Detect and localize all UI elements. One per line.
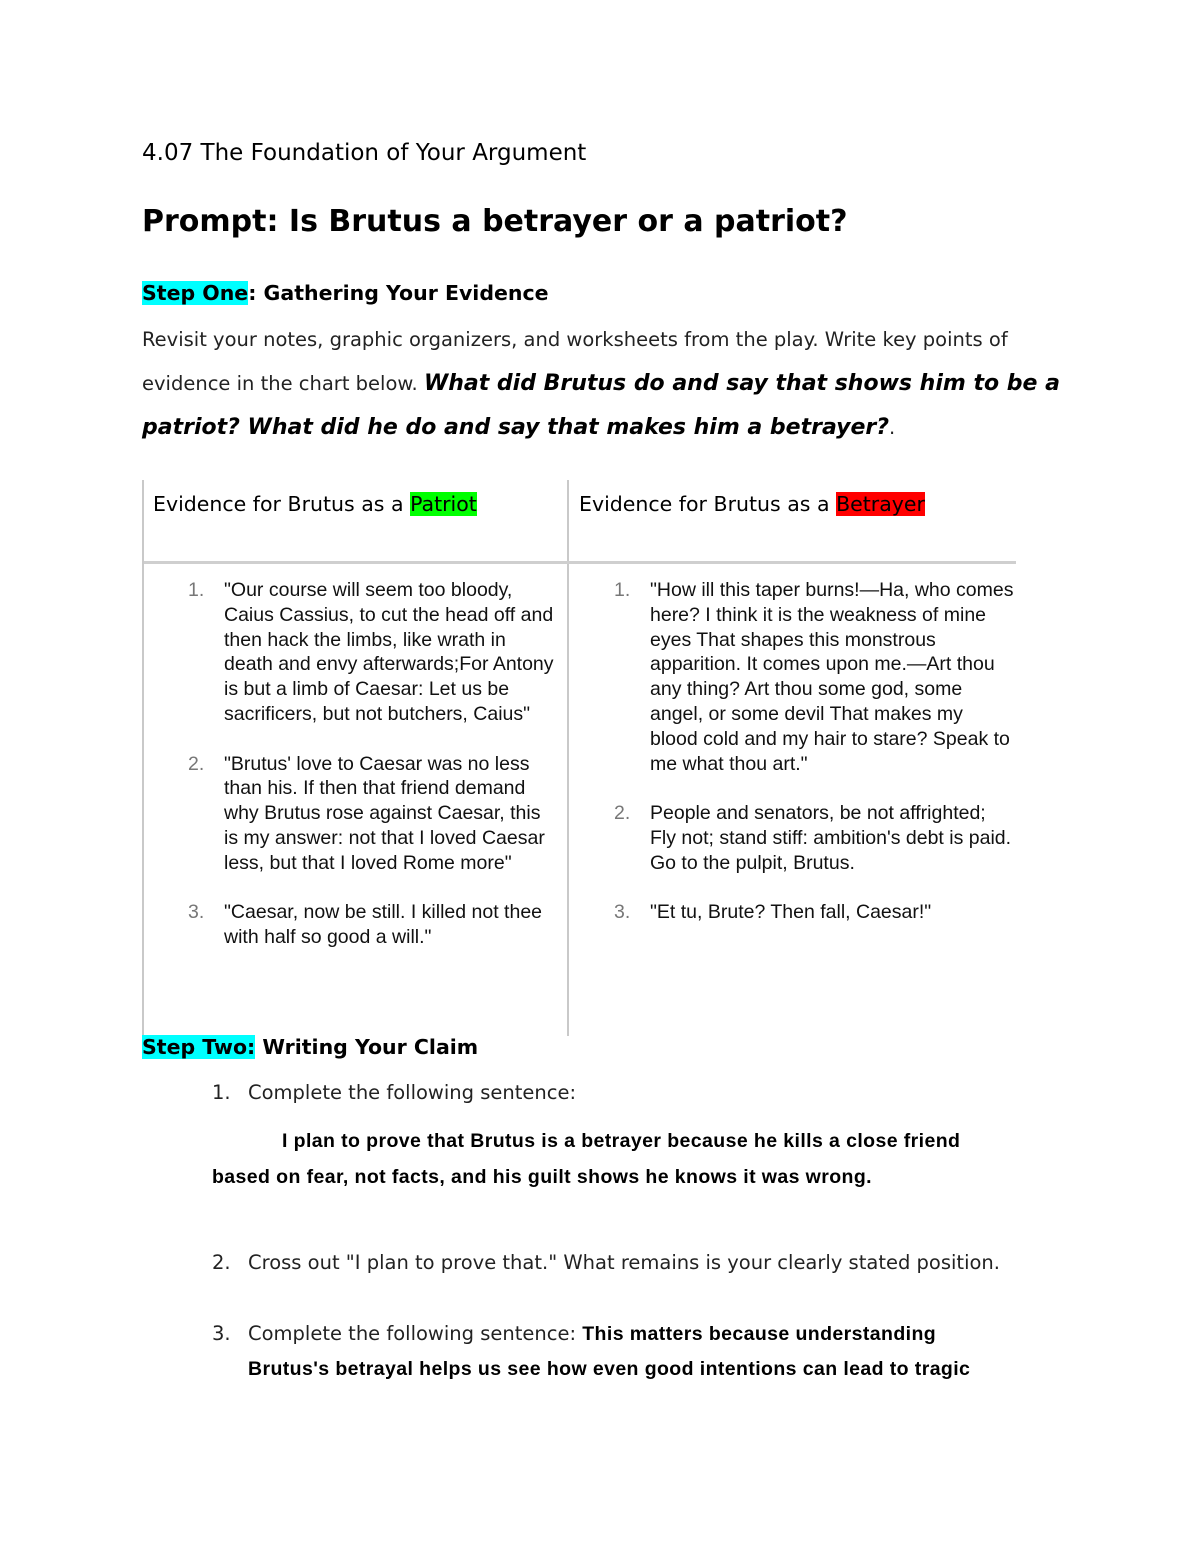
- claim-answer-line-1[interactable]: I plan to prove that Brutus is a betrayer because he kills a close friend: [282, 1130, 961, 1152]
- evidence-text: "How ill this taper burns!—Ha, who comes here? I think it is the weakness of mine eyes That shapes this monstrous apparition. It comes upon me.—Art thou any thing? Art thou some god, some angel, or some devil That makes my blood cold and my hair to stare? Speak to me what thou art.": [650, 579, 1014, 775]
- prompt-heading: Prompt: Is Brutus a betrayer or a patriot?: [142, 204, 848, 239]
- step-one-label: Step One: [142, 281, 249, 305]
- list-number: 2.: [212, 1251, 231, 1274]
- list-item[interactable]: [188, 578, 558, 727]
- betrayer-header-word: Betrayer: [836, 492, 925, 516]
- instructions-text: Revisit your notes, graphic organizers, and worksheets from the play. Write key points of evidence in the chart below.: [142, 328, 1008, 395]
- patriot-column-header: [153, 492, 477, 516]
- list-item[interactable]: [188, 752, 558, 876]
- step-one-title: : Gathering Your Evidence: [248, 281, 549, 305]
- instructions-end: .: [889, 416, 896, 439]
- claim-instruction: Complete the following sentence:: [248, 1081, 577, 1104]
- list-number: 2.: [614, 802, 631, 825]
- significance-answer-line-1[interactable]: This matters because understanding: [582, 1323, 937, 1345]
- header-divider: [144, 561, 1016, 564]
- patriot-header-word: Patriot: [410, 492, 477, 516]
- claim-instruction: Cross out "I plan to prove that." What remains is your clearly stated position.: [248, 1251, 1000, 1274]
- list-number: 3.: [188, 901, 205, 924]
- patriot-header-prefix: Evidence for Brutus as a: [153, 492, 411, 516]
- evidence-text: "Our course will seem too bloody, Caius Cassius, to cut the head off and then hack the limbs, like wrath in death and envy afterwards;For Antony is but a limb of Caesar: Let us be sacrificers, but not butchers, Caius": [224, 579, 554, 725]
- betrayer-column-header: [579, 492, 925, 516]
- evidence-table: [142, 480, 1018, 1036]
- list-number: 1.: [188, 579, 205, 601]
- guiding-questions: What did Brutus do and say that shows him to be a patriot? What did he do and say that makes him a betrayer?: [142, 371, 1060, 440]
- claim-answer-line-2[interactable]: based on fear, not facts, and his guilt shows he knows it was wrong.: [212, 1166, 872, 1188]
- list-item[interactable]: [614, 801, 1014, 875]
- evidence-text: People and senators, be not affrighted; Fly not; stand stiff: ambition's debt is paid. Go to the pulpit, Brutus.: [650, 802, 1012, 874]
- list-number: 3.: [212, 1322, 231, 1345]
- list-item[interactable]: [614, 900, 1014, 925]
- betrayer-evidence-list: [614, 578, 1014, 950]
- step-one-heading: [142, 281, 549, 305]
- patriot-evidence-list: [188, 578, 558, 975]
- step-two-title: Writing Your Claim: [255, 1035, 479, 1059]
- evidence-text: "Caesar, now be still. I killed not thee with half so good a will.": [224, 901, 543, 949]
- claim-instruction-with-answer: [248, 1322, 936, 1346]
- claim-instruction: Complete the following sentence:: [248, 1322, 583, 1345]
- list-number: 2.: [188, 752, 205, 775]
- evidence-text: "Brutus' love to Caesar was no less than his. If then that friend demand why Brutus rose against Caesar, this is my answer: not that I loved Caesar less, but that I loved Rome more": [224, 752, 545, 874]
- betrayer-header-prefix: Evidence for Brutus as a: [579, 492, 837, 516]
- list-number: 1.: [614, 579, 631, 601]
- step-one-instructions: [142, 318, 1062, 450]
- step-two-heading: [142, 1035, 478, 1059]
- list-number: 3.: [614, 901, 631, 924]
- list-number: 1.: [212, 1081, 231, 1104]
- significance-answer-line-2[interactable]: Brutus's betrayal helps us see how even good intentions can lead to tragic: [248, 1358, 971, 1380]
- document-title: 4.07 The Foundation of Your Argument: [142, 140, 587, 166]
- evidence-text: "Et tu, Brute? Then fall, Caesar!": [650, 901, 932, 924]
- list-item[interactable]: [188, 900, 558, 950]
- step-two-label: Step Two:: [142, 1035, 256, 1059]
- list-item[interactable]: [614, 578, 1014, 776]
